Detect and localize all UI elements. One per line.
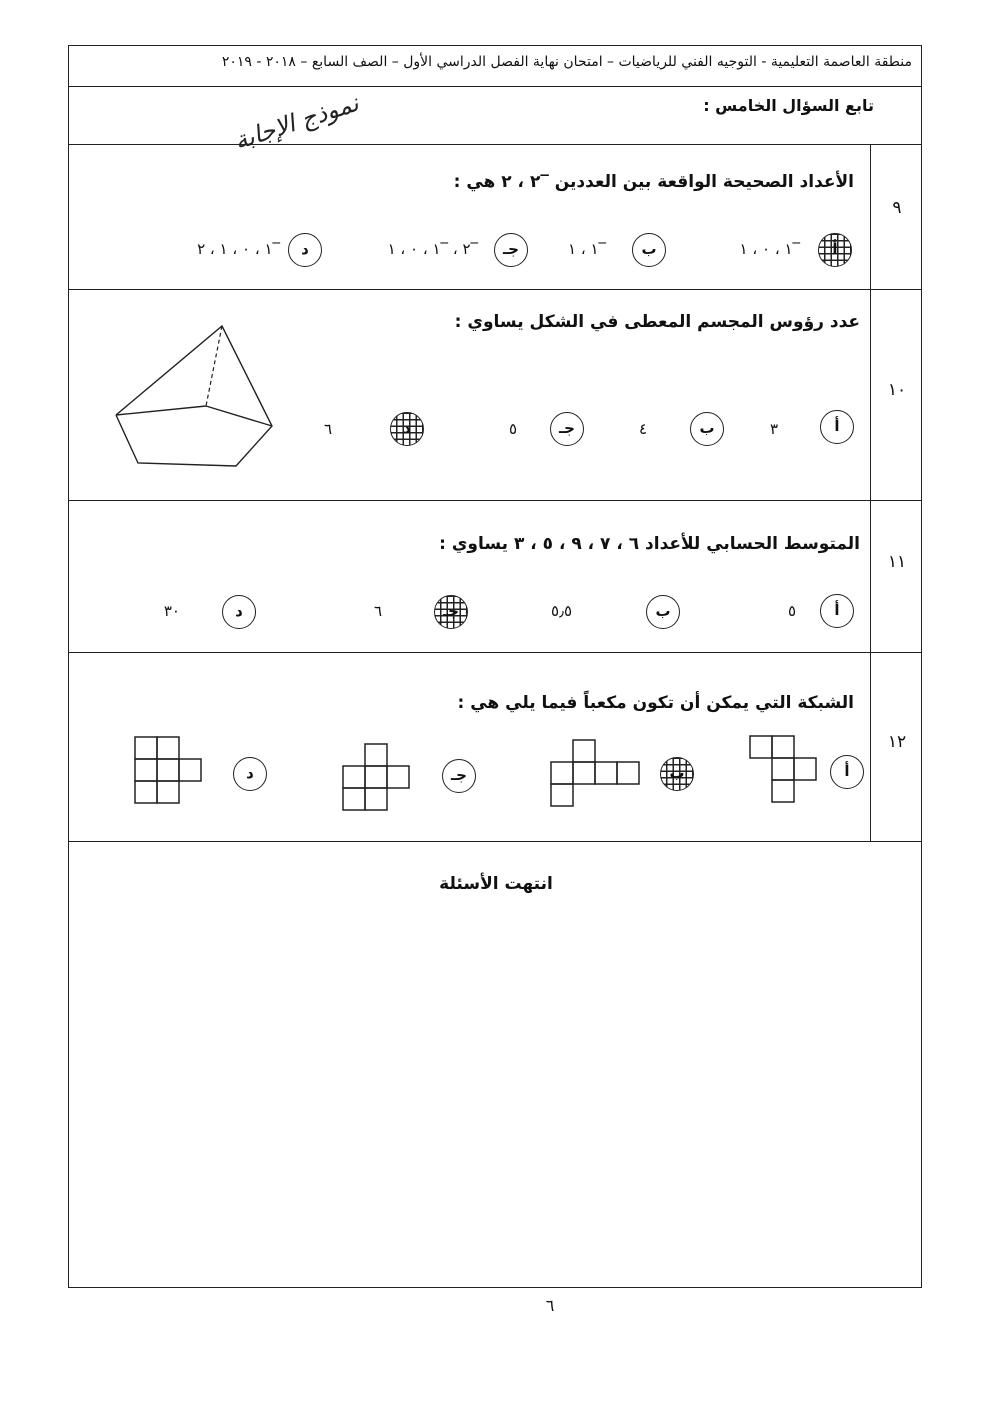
option-c-circle[interactable]: جـ — [550, 412, 584, 446]
option-b-value: ‾١ ، ١ — [567, 240, 606, 258]
option-c-circle[interactable]: جـ — [434, 595, 468, 629]
option-a-circle[interactable]: أ — [820, 594, 854, 628]
option-b-circle[interactable]: ب — [690, 412, 724, 446]
option-a-value: ٥ — [787, 602, 796, 620]
option-b-circle[interactable]: ب — [632, 233, 666, 267]
option-c-value: ٥ — [508, 420, 517, 438]
option-a-value: ٣ — [769, 420, 778, 438]
row-divider — [68, 500, 922, 501]
option-c-value: ٦ — [373, 602, 382, 620]
page-frame — [68, 45, 922, 1288]
option-b-value: ٥٫٥ — [551, 602, 572, 620]
page-number: ٦ — [545, 1296, 555, 1315]
option-a-circle[interactable]: أ — [820, 410, 854, 444]
option-a-circle[interactable]: أ — [830, 755, 864, 789]
question-number: ١١ — [887, 552, 907, 572]
pyramid-edges — [116, 326, 272, 466]
cube-net-c — [341, 742, 413, 814]
question-text: الشبكة التي يمكن أن تكون مكعباً فيما يلي هي : — [457, 693, 854, 713]
pyramid-outline — [116, 326, 272, 466]
question-number: ١٠ — [887, 380, 907, 400]
header-divider — [68, 86, 922, 87]
question-number: ١٢ — [887, 732, 907, 752]
cube-net-a — [748, 734, 818, 806]
cube-net-d — [133, 735, 205, 805]
option-d-value: ٦ — [323, 420, 332, 438]
row-divider — [68, 652, 922, 653]
question-number: ٩ — [892, 198, 902, 218]
option-c-circle[interactable]: جـ — [442, 759, 476, 793]
option-a-circle[interactable]: أ — [818, 233, 852, 267]
question-text: المتوسط الحسابي للأعداد ٦ ، ٧ ، ٩ ، ٥ ، ٣ يساوي : — [439, 534, 860, 554]
number-column-divider — [870, 144, 871, 841]
pyramid-edge — [206, 406, 272, 426]
exam-header: منطقة العاصمة التعليمية - التوجيه الفني للرياضيات – امتحان نهاية الفصل الدراسي الأول – الصف السابع – ٢٠١٨ - ٢٠١٩ — [221, 54, 912, 70]
section-title: تابع السؤال الخامس : — [703, 96, 874, 115]
row-divider — [68, 144, 922, 145]
option-b-circle[interactable]: ب — [646, 595, 680, 629]
option-d-circle[interactable]: د — [222, 595, 256, 629]
option-d-circle[interactable]: د — [390, 412, 424, 446]
pyramid-edge — [116, 406, 206, 415]
cube-net-b — [549, 738, 643, 808]
handwritten-annotation: نموذج الإجابة — [230, 88, 362, 156]
option-d-value: ٣٠ — [163, 602, 180, 620]
option-c-value: ‾٢ ، ‾١ ، ٠ ، ١ — [387, 240, 478, 258]
option-b-circle[interactable]: ب — [660, 757, 694, 791]
question-text: عدد رؤوس المجسم المعطى في الشكل يساوي : — [454, 312, 860, 332]
option-d-value: ‾١ ، ٠ ، ١ ، ٢ — [197, 240, 280, 258]
row-divider — [68, 841, 922, 842]
end-of-questions: انتهت الأسئلة — [439, 874, 553, 894]
option-a-value: ‾١ ، ٠ ، ١ — [739, 240, 800, 258]
option-d-circle[interactable]: د — [288, 233, 322, 267]
question-text: الأعداد الصحيحة الواقعة بين العددين ‾٢ ، ٢ هي : — [453, 172, 854, 192]
option-d-circle[interactable]: د — [233, 757, 267, 791]
row-divider — [68, 289, 922, 290]
option-c-circle[interactable]: جـ — [494, 233, 528, 267]
option-b-value: ٤ — [638, 420, 647, 438]
pyramid-figure — [108, 318, 283, 470]
